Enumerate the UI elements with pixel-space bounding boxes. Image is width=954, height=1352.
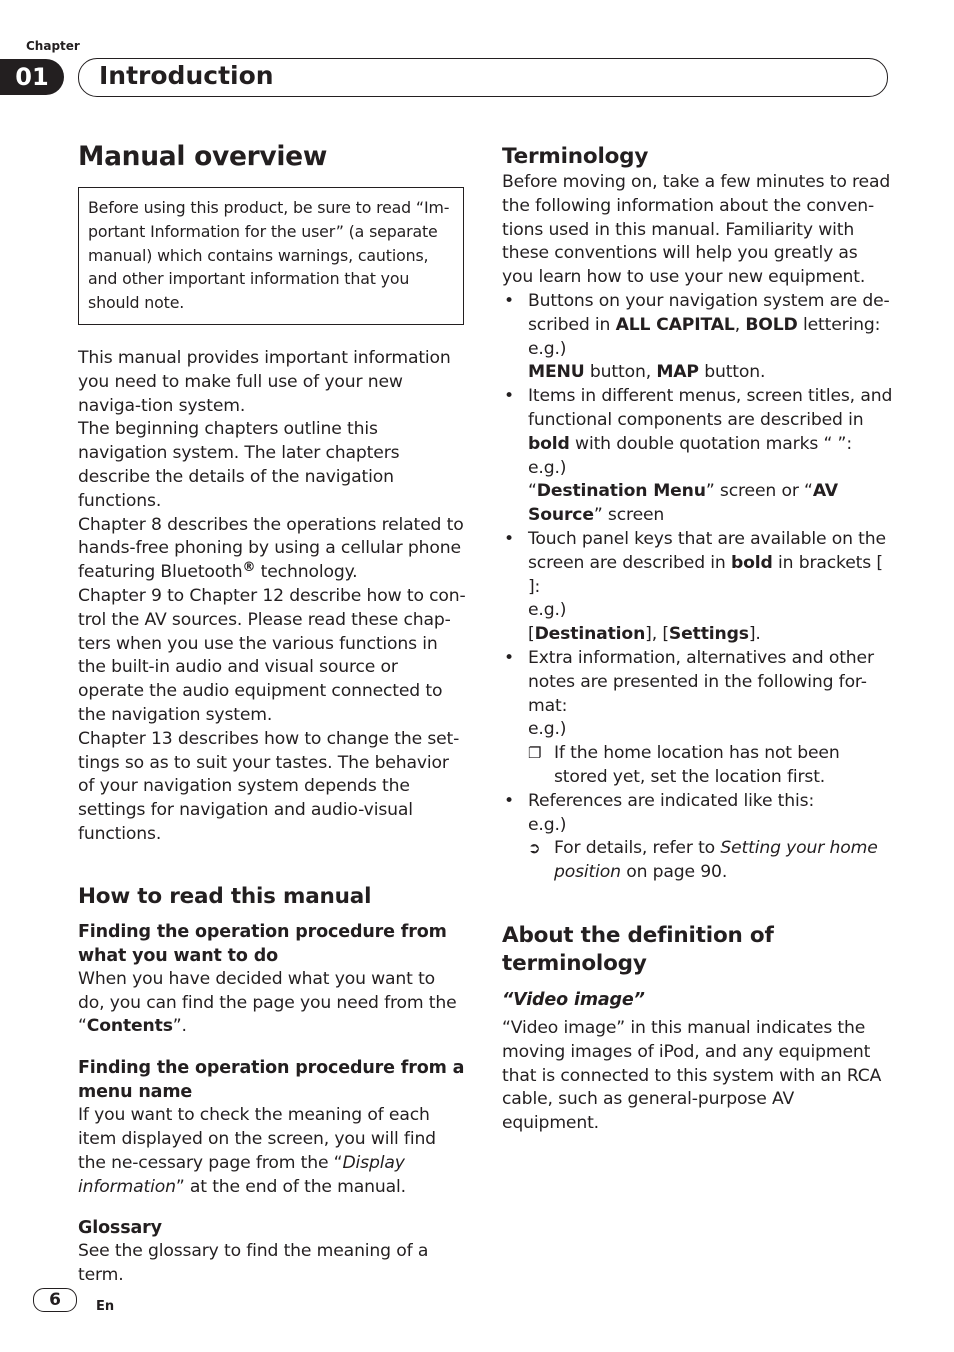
registered-mark: ® bbox=[242, 560, 256, 576]
list-item: • Extra information, alternatives and other notes are presented in the following for-mat: e.g.) ❐ If the home location has not been stored yet, set the location first. bbox=[502, 647, 894, 790]
overview-paragraph: Chapter 13 describes how to change the set-tings so as to suit your tastes. The behavior of your navigation system depends the settings for navigation and audio-visual functions. bbox=[78, 728, 460, 844]
heading-terminology: Terminology bbox=[502, 144, 649, 169]
reference-example: ➲ For details, refer to Setting your home position on page 90. bbox=[528, 838, 878, 883]
chapter-label: Chapter bbox=[26, 39, 80, 53]
right-column bbox=[502, 140, 894, 1136]
reference-arrow-icon: ➲ bbox=[528, 839, 541, 858]
list-item: • Buttons on your navigation system are de-scribed in ALL CAPITAL, BOLD lettering: e.g.) MENU button, MAP button. bbox=[502, 290, 894, 385]
how-to-paragraph: When you have decided what you want to do, you can find the page you need from the “Contents”. bbox=[78, 968, 457, 1037]
glossary-paragraph: See the glossary to find the meaning of a term. bbox=[78, 1241, 429, 1286]
terminology-list bbox=[502, 290, 894, 885]
note-box-icon: ❐ bbox=[528, 744, 542, 763]
heading-how-to-read: How to read this manual bbox=[78, 883, 372, 909]
terminology-intro: Before moving on, take a few minutes to read the following information about the conven-tions used in this manual. Familiarity with these conventions will help you greatly as you learn how to use your new equipment. bbox=[502, 172, 891, 288]
list-item: • Touch panel keys that are available on the screen are described in bold in brackets [ ]: e.g.) [Destination], [Settings]. bbox=[502, 528, 894, 647]
subheading-video-image: “Video image” bbox=[502, 989, 645, 1010]
list-item: • Items in different menus, screen titles, and functional components are described in bold with double quotation marks “ ”: e.g.) “Destination Menu” screen or “AV Source” screen bbox=[502, 385, 894, 528]
chapter-title-bar bbox=[78, 58, 888, 97]
overview-paragraph: Chapter 8 describes the operations related to hands-free phoning by using a cellular phone featuring Bluetooth® technology. bbox=[78, 514, 464, 583]
overview-paragraph: The beginning chapters outline this navigation system. The later chapters describe the details of the navigation functions. bbox=[78, 419, 400, 511]
subheading-find-by-menu: Finding the operation procedure from a menu name bbox=[78, 1058, 465, 1103]
overview-paragraph: This manual provides important information you need to make full use of your new naviga-tion system. bbox=[78, 347, 451, 416]
section-title-manual-overview: Manual overview bbox=[78, 141, 328, 172]
chapter-number-badge: 01 bbox=[0, 59, 64, 95]
definition-paragraph: “Video image” in this manual indicates the moving images of iPod, and any equipment that is connected to this system with an RCA cable, such as general-purpose AV equipment. bbox=[502, 1017, 882, 1134]
language-code: En bbox=[96, 1299, 115, 1314]
subheading-find-by-task: Finding the operation procedure from what you want to do bbox=[78, 921, 447, 966]
important-notice-box: Before using this product, be sure to read “Im-portant Information for the user” (a separate manual) which contains warnings, cautions, and other important information that you should note. bbox=[78, 187, 464, 325]
chapter-title: Introduction bbox=[99, 61, 274, 90]
overview-text bbox=[78, 347, 466, 847]
page-number: 6 bbox=[33, 1288, 77, 1312]
how-to-paragraph: If you want to check the meaning of each item displayed on the screen, you will find the ne-cessary page from the “Display information” at the end of the manual. bbox=[78, 1105, 436, 1197]
heading-definition-terminology: About the definition of terminology bbox=[502, 922, 774, 976]
subheading-glossary: Glossary bbox=[78, 1218, 162, 1239]
note-example: ❐ If the home location has not been stored yet, set the location first. bbox=[528, 743, 840, 787]
list-item: • References are indicated like this: e.g.) ➲ For details, refer to Setting your home position on page 90. bbox=[502, 790, 894, 885]
left-column bbox=[78, 140, 466, 1288]
overview-paragraph: Chapter 9 to Chapter 12 describe how to con-trol the AV sources. Please read these chap-ters when you use the various functions in the built-in audio and visual source or operate the audio equipment connected to the navigation system. bbox=[78, 585, 466, 725]
